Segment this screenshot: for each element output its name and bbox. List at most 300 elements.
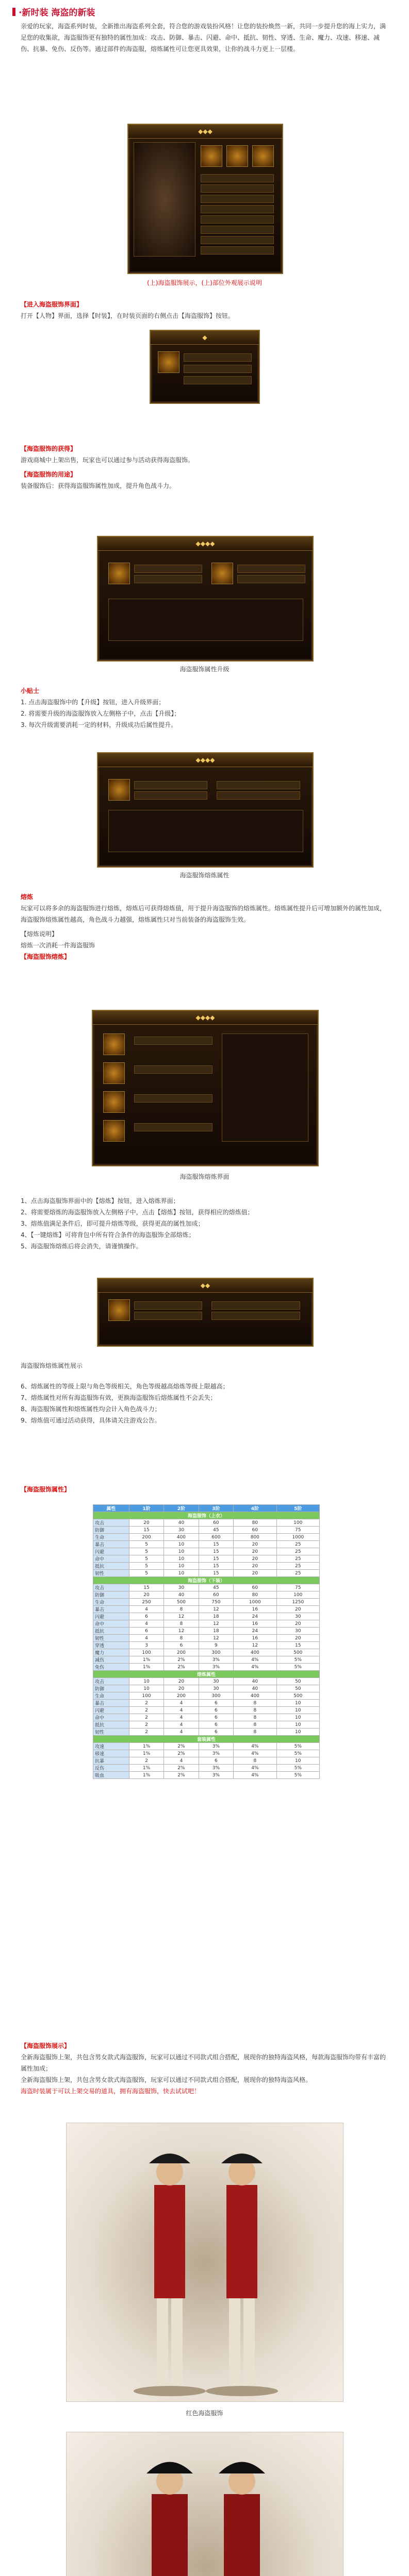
table-row (93, 1728, 320, 1736)
step-item: 6、熔炼属性的等级上限与角色等级相关，角色等级越高熔炼等级上限越高； (21, 1383, 229, 1390)
step-item: 4、【一键熔炼】可将背包中所有符合条件的海盗服饰全部熔炼； (21, 1231, 195, 1239)
table-cell: 2% (164, 1765, 199, 1772)
stat-row (201, 246, 274, 255)
table-cell: 6 (199, 1728, 233, 1736)
table-cell: 10 (276, 1714, 319, 1721)
table-cell: 4% (234, 1765, 276, 1772)
table-cell: 45 (199, 1527, 233, 1534)
stat-row (134, 781, 207, 789)
equip-slot[interactable] (252, 145, 274, 167)
panel-header: ◆◆◆◆ (93, 1011, 318, 1025)
table-cell: 4 (164, 1757, 199, 1765)
table-cell: 25 (276, 1570, 319, 1577)
stat-row (134, 1037, 212, 1045)
table-row (93, 1664, 320, 1671)
table-cell: 10 (164, 1570, 199, 1577)
table-group-label: 熔炼属性 (93, 1671, 320, 1678)
table-row (93, 1721, 320, 1728)
table-cell: 韧性 (93, 1728, 129, 1736)
equip-slot[interactable] (103, 1120, 125, 1142)
table-cell: 400 (234, 1649, 276, 1656)
table-row (93, 1563, 320, 1570)
table-row (93, 1714, 320, 1721)
table-cell: 1250 (276, 1599, 319, 1606)
table-cell: 25 (276, 1563, 319, 1570)
table-cell: 20 (164, 1678, 199, 1685)
table-cell: 30 (276, 1628, 319, 1635)
table-row (93, 1570, 320, 1577)
table-cell: 减伤 (93, 1656, 129, 1664)
table-cell: 吸血 (93, 1772, 129, 1779)
table-cell: 8 (164, 1620, 199, 1628)
figure-caption: 红色海盗服饰 (186, 2410, 223, 2417)
table-cell: 30 (164, 1527, 199, 1534)
table-header-row (93, 1505, 320, 1512)
table-cell: 1000 (234, 1599, 276, 1606)
table-cell: 5 (129, 1570, 163, 1577)
table-cell: 16 (234, 1635, 276, 1642)
section-steps-2 (21, 1381, 388, 1426)
step-item: 1、点击海盗服饰界面中的【熔炼】按钮，进入熔炼界面； (21, 1197, 179, 1205)
costume-figure-icon (67, 2432, 343, 2576)
stat-row (217, 791, 300, 800)
table-cell: 200 (164, 1692, 199, 1700)
table-cell: 抵抗 (93, 1628, 129, 1635)
table-cell: 命中 (93, 1714, 129, 1721)
table-cell: 免伤 (93, 1664, 129, 1671)
table-row (93, 1642, 320, 1649)
table-row (93, 1591, 320, 1599)
table-cell: 5% (276, 1743, 319, 1750)
table-row (93, 1635, 320, 1642)
table-cell: 穿透 (93, 1642, 129, 1649)
table-row (93, 1613, 320, 1620)
upgrade-panel-screenshot (97, 536, 314, 662)
table-cell: 闪避 (93, 1707, 129, 1714)
table-cell: 4 (164, 1721, 199, 1728)
stat-row (201, 184, 274, 193)
section-notes (21, 685, 388, 731)
panel-header: ◆◆ (98, 1279, 313, 1293)
table-group-row (93, 1671, 320, 1678)
table-cell: 200 (164, 1649, 199, 1656)
table-cell: 8 (234, 1714, 276, 1721)
table-row (93, 1685, 320, 1692)
table-cell: 10 (276, 1728, 319, 1736)
panel-header: ◆◆◆ (128, 125, 282, 139)
section-heading: 【海盗服饰属性】 (21, 1486, 71, 1493)
table-cell: 4 (129, 1620, 163, 1628)
stat-row (201, 195, 274, 203)
melt-result-area (222, 1033, 308, 1142)
figure-caption: 海盗服饰熔炼界面 (179, 1173, 230, 1180)
table-header-cell: 属性 (93, 1505, 129, 1512)
equip-slot[interactable] (108, 1299, 130, 1321)
section-text: 全新海盗服饰上架，共包含男女款式海盗服饰，玩家可以通过不同款式组合搭配，展现你的独特海盗风格，每款海盗服饰均带有丰富的属性加成； (21, 2054, 386, 2072)
table-header-cell: 2阶 (164, 1505, 199, 1512)
table-cell: 攻击 (93, 1519, 129, 1527)
table-row (93, 1628, 320, 1635)
table-row (93, 1620, 320, 1628)
step-item: 7、熔炼属性对所有海盗服饰有效，更换海盗服饰后熔炼属性不会丢失； (21, 1394, 217, 1401)
table-cell: 5 (129, 1541, 163, 1548)
table-cell: 400 (164, 1534, 199, 1541)
table-cell: 80 (234, 1519, 276, 1527)
table-group-row (93, 1577, 320, 1584)
table-cell: 4% (234, 1656, 276, 1664)
table-cell: 攻速 (93, 1743, 129, 1750)
table-cell: 10 (129, 1685, 163, 1692)
table-cell: 60 (234, 1584, 276, 1591)
table-cell: 2 (129, 1728, 163, 1736)
table-row (93, 1757, 320, 1765)
table-cell: 12 (199, 1606, 233, 1613)
table-row (93, 1541, 320, 1548)
section-heading: 熔炼 (21, 893, 34, 901)
table-cell: 3% (199, 1664, 233, 1671)
costume-panel-screenshot (127, 124, 283, 274)
stat-row (237, 565, 305, 573)
table-cell: 生命 (93, 1692, 129, 1700)
table-cell: 10 (164, 1548, 199, 1555)
note-item: 3. 每次升级需要消耗一定的材料，升级成功后属性提升。 (21, 721, 177, 728)
equip-slot[interactable] (108, 563, 130, 584)
page-title (12, 5, 95, 18)
material-area (108, 599, 303, 641)
panel-header: ◆ (151, 331, 259, 345)
table-cell: 8 (234, 1721, 276, 1728)
stat-row (184, 365, 252, 373)
table-cell: 30 (276, 1613, 319, 1620)
section-heading: 【进入海盗服饰界面】 (21, 301, 83, 308)
table-cell: 20 (234, 1563, 276, 1570)
table-cell: 6 (129, 1613, 163, 1620)
table-group-label: 海盗服饰（下装） (93, 1577, 320, 1584)
section-obtain (21, 443, 388, 492)
melt-panel-screenshot (92, 1010, 319, 1166)
section-sub: 【熔炼说明】 (21, 930, 58, 938)
stats-table (93, 1504, 320, 1779)
table-cell: 6 (199, 1707, 233, 1714)
table-row (93, 1750, 320, 1757)
table-cell: 6 (164, 1642, 199, 1649)
table-cell: 30 (199, 1678, 233, 1685)
table-group-label: 海盗服饰（上衣） (93, 1512, 320, 1519)
table-cell: 20 (164, 1685, 199, 1692)
stat-row (184, 376, 252, 384)
table-cell: 12 (199, 1620, 233, 1628)
stat-row (134, 1301, 202, 1310)
section-heading: 【海盗服饰的用途】 (21, 471, 77, 478)
step-item: 8、海盗服饰属性和熔炼属性均会计入角色战斗力； (21, 1405, 161, 1413)
table-cell: 防御 (93, 1685, 129, 1692)
table-cell: 8 (234, 1707, 276, 1714)
stat-row (184, 353, 252, 362)
table-cell: 500 (276, 1649, 319, 1656)
equip-slot[interactable] (103, 1062, 125, 1084)
table-cell: 1% (129, 1750, 163, 1757)
figure-caption: (上)海盗服饰展示，(上)部位外观展示说明 (147, 279, 262, 286)
equip-slot[interactable] (201, 145, 222, 167)
table-cell: 40 (234, 1678, 276, 1685)
table-row (93, 1772, 320, 1779)
equip-slot[interactable] (108, 779, 130, 801)
table-cell: 25 (276, 1555, 319, 1563)
stat-row (201, 174, 274, 182)
table-row (93, 1707, 320, 1714)
title-bullet-icon (12, 8, 15, 16)
table-cell: 生命 (93, 1599, 129, 1606)
table-cell: 12 (164, 1613, 199, 1620)
table-cell: 抵抗 (93, 1563, 129, 1570)
table-cell: 15 (199, 1541, 233, 1548)
table-cell: 3% (199, 1750, 233, 1757)
section-text: 全新海盗服饰上架，共包含男女款式海盗服饰，玩家可以通过不同款式组合搭配，展现你的独特海盗风格。 (21, 2076, 312, 2083)
table-cell: 10 (276, 1707, 319, 1714)
table-cell: 8 (164, 1606, 199, 1613)
table-cell: 500 (276, 1692, 319, 1700)
table-row (93, 1599, 320, 1606)
table-cell: 4% (234, 1772, 276, 1779)
table-cell: 24 (234, 1613, 276, 1620)
table-cell: 10 (276, 1721, 319, 1728)
table-cell: 15 (199, 1548, 233, 1555)
step-item: 9、熔炼值可通过活动获得，具体请关注游戏公告。 (21, 1417, 161, 1424)
table-cell: 1% (129, 1772, 163, 1779)
table-cell: 6 (199, 1714, 233, 1721)
table-cell: 75 (276, 1527, 319, 1534)
table-cell: 2% (164, 1656, 199, 1664)
table-cell: 50 (276, 1678, 319, 1685)
table-cell: 40 (234, 1685, 276, 1692)
table-cell: 4 (129, 1606, 163, 1613)
table-cell: 15 (199, 1555, 233, 1563)
table-row (93, 1519, 320, 1527)
section-text: 玩家可以将多余的海盗服饰进行熔炼，熔炼后可获得熔炼值，用于提升海盗服饰的熔炼属性。熔炼属性提升后可增加额外的属性加成，海盗服饰熔炼属性越高，角色战斗力越强，熔炼属性只对当前装备的海盗服饰生效。 (21, 905, 386, 923)
costume-figure-icon (67, 2123, 343, 2401)
table-cell: 100 (276, 1519, 319, 1527)
table-cell: 600 (199, 1534, 233, 1541)
table-cell: 3% (199, 1656, 233, 1664)
table-cell: 5% (276, 1765, 319, 1772)
melt-display-panel-screenshot (97, 1278, 314, 1347)
section-enter (21, 299, 388, 321)
table-row (93, 1692, 320, 1700)
table-cell: 3% (199, 1765, 233, 1772)
stat-row (201, 215, 274, 224)
table-cell: 100 (129, 1649, 163, 1656)
table-cell: 24 (234, 1628, 276, 1635)
table-cell: 6 (199, 1757, 233, 1765)
table-row (93, 1656, 320, 1664)
small-panel-screenshot (150, 330, 260, 404)
table-cell: 5 (129, 1563, 163, 1570)
table-cell: 10 (164, 1563, 199, 1570)
stat-row (134, 1123, 212, 1131)
table-cell: 5% (276, 1772, 319, 1779)
section-heading: 【海盗服饰展示】 (21, 2042, 71, 2049)
panel-header: ◆◆◆◆ (98, 753, 313, 767)
table-cell: 100 (276, 1591, 319, 1599)
stat-row (201, 236, 274, 244)
table-cell: 15 (199, 1570, 233, 1577)
table-cell: 命中 (93, 1620, 129, 1628)
table-row (93, 1700, 320, 1707)
costume-image-2 (66, 2432, 343, 2576)
table-cell: 6 (199, 1700, 233, 1707)
table-row (93, 1649, 320, 1656)
table-cell: 反伤 (93, 1765, 129, 1772)
table-cell: 40 (164, 1519, 199, 1527)
stat-row (211, 1301, 300, 1310)
table-cell: 魔力 (93, 1649, 129, 1656)
step-item: 2、将需要熔炼的海盗服饰放入左侧格子中，点击【熔炼】按钮，获得相应的熔炼值； (21, 1209, 254, 1216)
table-cell: 60 (234, 1527, 276, 1534)
step-item: 3、熔炼值满足条件后，即可提升熔炼等级，获得更高的属性加成； (21, 1220, 204, 1227)
panel-header: ◆◆◆◆ (98, 537, 313, 551)
table-cell: 80 (234, 1591, 276, 1599)
costume-image-1 (66, 2123, 343, 2402)
table-cell: 4 (164, 1707, 199, 1714)
table-cell: 15 (276, 1642, 319, 1649)
table-cell: 3% (199, 1743, 233, 1750)
table-cell: 暴击 (93, 1541, 129, 1548)
table-cell: 5% (276, 1656, 319, 1664)
table-cell: 2 (129, 1700, 163, 1707)
table-row (93, 1765, 320, 1772)
table-cell: 8 (234, 1757, 276, 1765)
equip-slot[interactable] (211, 563, 233, 584)
table-cell: 12 (234, 1642, 276, 1649)
section-steps (21, 1195, 388, 1252)
table-cell: 10 (164, 1541, 199, 1548)
table-row (93, 1743, 320, 1750)
table-cell: 1000 (276, 1534, 319, 1541)
table-cell: 3% (199, 1772, 233, 1779)
table-cell: 命中 (93, 1555, 129, 1563)
equip-slot[interactable] (226, 145, 248, 167)
table-cell: 400 (234, 1692, 276, 1700)
table-cell: 抗暴 (93, 1757, 129, 1765)
stat-row (134, 1094, 212, 1103)
table-cell: 抵抗 (93, 1721, 129, 1728)
table-cell: 12 (199, 1635, 233, 1642)
table-cell: 攻击 (93, 1584, 129, 1591)
table-row (93, 1548, 320, 1555)
table-cell: 20 (276, 1606, 319, 1613)
table-cell: 1% (129, 1765, 163, 1772)
table-group-label: 套装属性 (93, 1736, 320, 1743)
table-cell: 6 (129, 1628, 163, 1635)
table-cell: 1% (129, 1743, 163, 1750)
table-cell: 8 (234, 1728, 276, 1736)
table-cell: 2 (129, 1757, 163, 1765)
stats-table-wrapper (93, 1504, 320, 1779)
stat-row (134, 1065, 212, 1074)
table-cell: 4% (234, 1750, 276, 1757)
stat-row (237, 575, 305, 583)
table-cell: 30 (199, 1685, 233, 1692)
table-group-row (93, 1512, 320, 1519)
table-cell: 100 (129, 1692, 163, 1700)
table-header-cell: 4阶 (234, 1505, 276, 1512)
table-row (93, 1527, 320, 1534)
table-cell: 15 (199, 1563, 233, 1570)
section-text: 装备服饰后：获得海盗服饰属性加成，提升角色战斗力。 (21, 482, 176, 489)
table-cell: 10 (276, 1757, 319, 1765)
figure-caption: 海盗服饰熔炼属性展示 (21, 1362, 83, 1369)
table-cell: 20 (276, 1635, 319, 1642)
table-cell: 18 (199, 1613, 233, 1620)
table-cell: 2 (129, 1714, 163, 1721)
stat-row (134, 791, 207, 800)
table-cell: 4% (234, 1664, 276, 1671)
equip-slot[interactable] (103, 1091, 125, 1113)
table-cell: 20 (234, 1555, 276, 1563)
table-cell: 1% (129, 1656, 163, 1664)
table-cell: 20 (129, 1591, 163, 1599)
table-cell: 500 (164, 1599, 199, 1606)
display-link[interactable]: 海盗时装属于可以上架交易的道具，拥有海盗服饰，快去试试吧！ (21, 2088, 201, 2095)
stat-row (134, 565, 202, 573)
table-cell: 2 (129, 1707, 163, 1714)
table-cell: 300 (199, 1649, 233, 1656)
stat-row (217, 781, 300, 789)
equip-slot[interactable] (103, 1033, 125, 1055)
section-display (21, 2040, 388, 2097)
table-cell: 防御 (93, 1591, 129, 1599)
stat-row (134, 575, 202, 583)
melt-step: 【海盗服饰熔炼】 (21, 953, 71, 960)
table-cell: 16 (234, 1620, 276, 1628)
table-cell: 10 (164, 1555, 199, 1563)
table-cell: 9 (199, 1642, 233, 1649)
table-cell: 60 (199, 1519, 233, 1527)
table-cell: 300 (199, 1692, 233, 1700)
table-cell: 攻击 (93, 1678, 129, 1685)
table-cell: 闪避 (93, 1548, 129, 1555)
table-cell: 4 (164, 1700, 199, 1707)
table-header-cell: 1阶 (129, 1505, 163, 1512)
stat-row (201, 205, 274, 213)
table-cell: 20 (234, 1541, 276, 1548)
table-cell: 20 (234, 1548, 276, 1555)
character-preview (134, 142, 195, 257)
table-cell: 韧性 (93, 1635, 129, 1642)
table-row (93, 1606, 320, 1613)
table-cell: 4 (164, 1728, 199, 1736)
table-cell: 5 (129, 1555, 163, 1563)
table-cell: 4 (129, 1635, 163, 1642)
table-cell: 800 (234, 1534, 276, 1541)
table-cell: 暴击 (93, 1700, 129, 1707)
table-cell: 45 (199, 1584, 233, 1591)
table-row (93, 1555, 320, 1563)
section-text: 游戏商城中上架出售，玩家也可以通过参与活动获得海盗服饰。 (21, 456, 194, 464)
table-cell: 12 (164, 1628, 199, 1635)
table-cell: 2 (129, 1721, 163, 1728)
table-header-cell: 3阶 (199, 1505, 233, 1512)
table-group-row (93, 1736, 320, 1743)
equip-slot[interactable] (158, 351, 179, 373)
melt-attr-panel-screenshot (97, 752, 314, 868)
step-item: 5、海盗服饰熔炼后将会消失，请谨慎操作。 (21, 1243, 142, 1250)
table-cell: 2% (164, 1750, 199, 1757)
table-cell: 250 (129, 1599, 163, 1606)
table-cell: 20 (234, 1570, 276, 1577)
table-cell: 25 (276, 1541, 319, 1548)
stat-row (134, 1312, 202, 1320)
